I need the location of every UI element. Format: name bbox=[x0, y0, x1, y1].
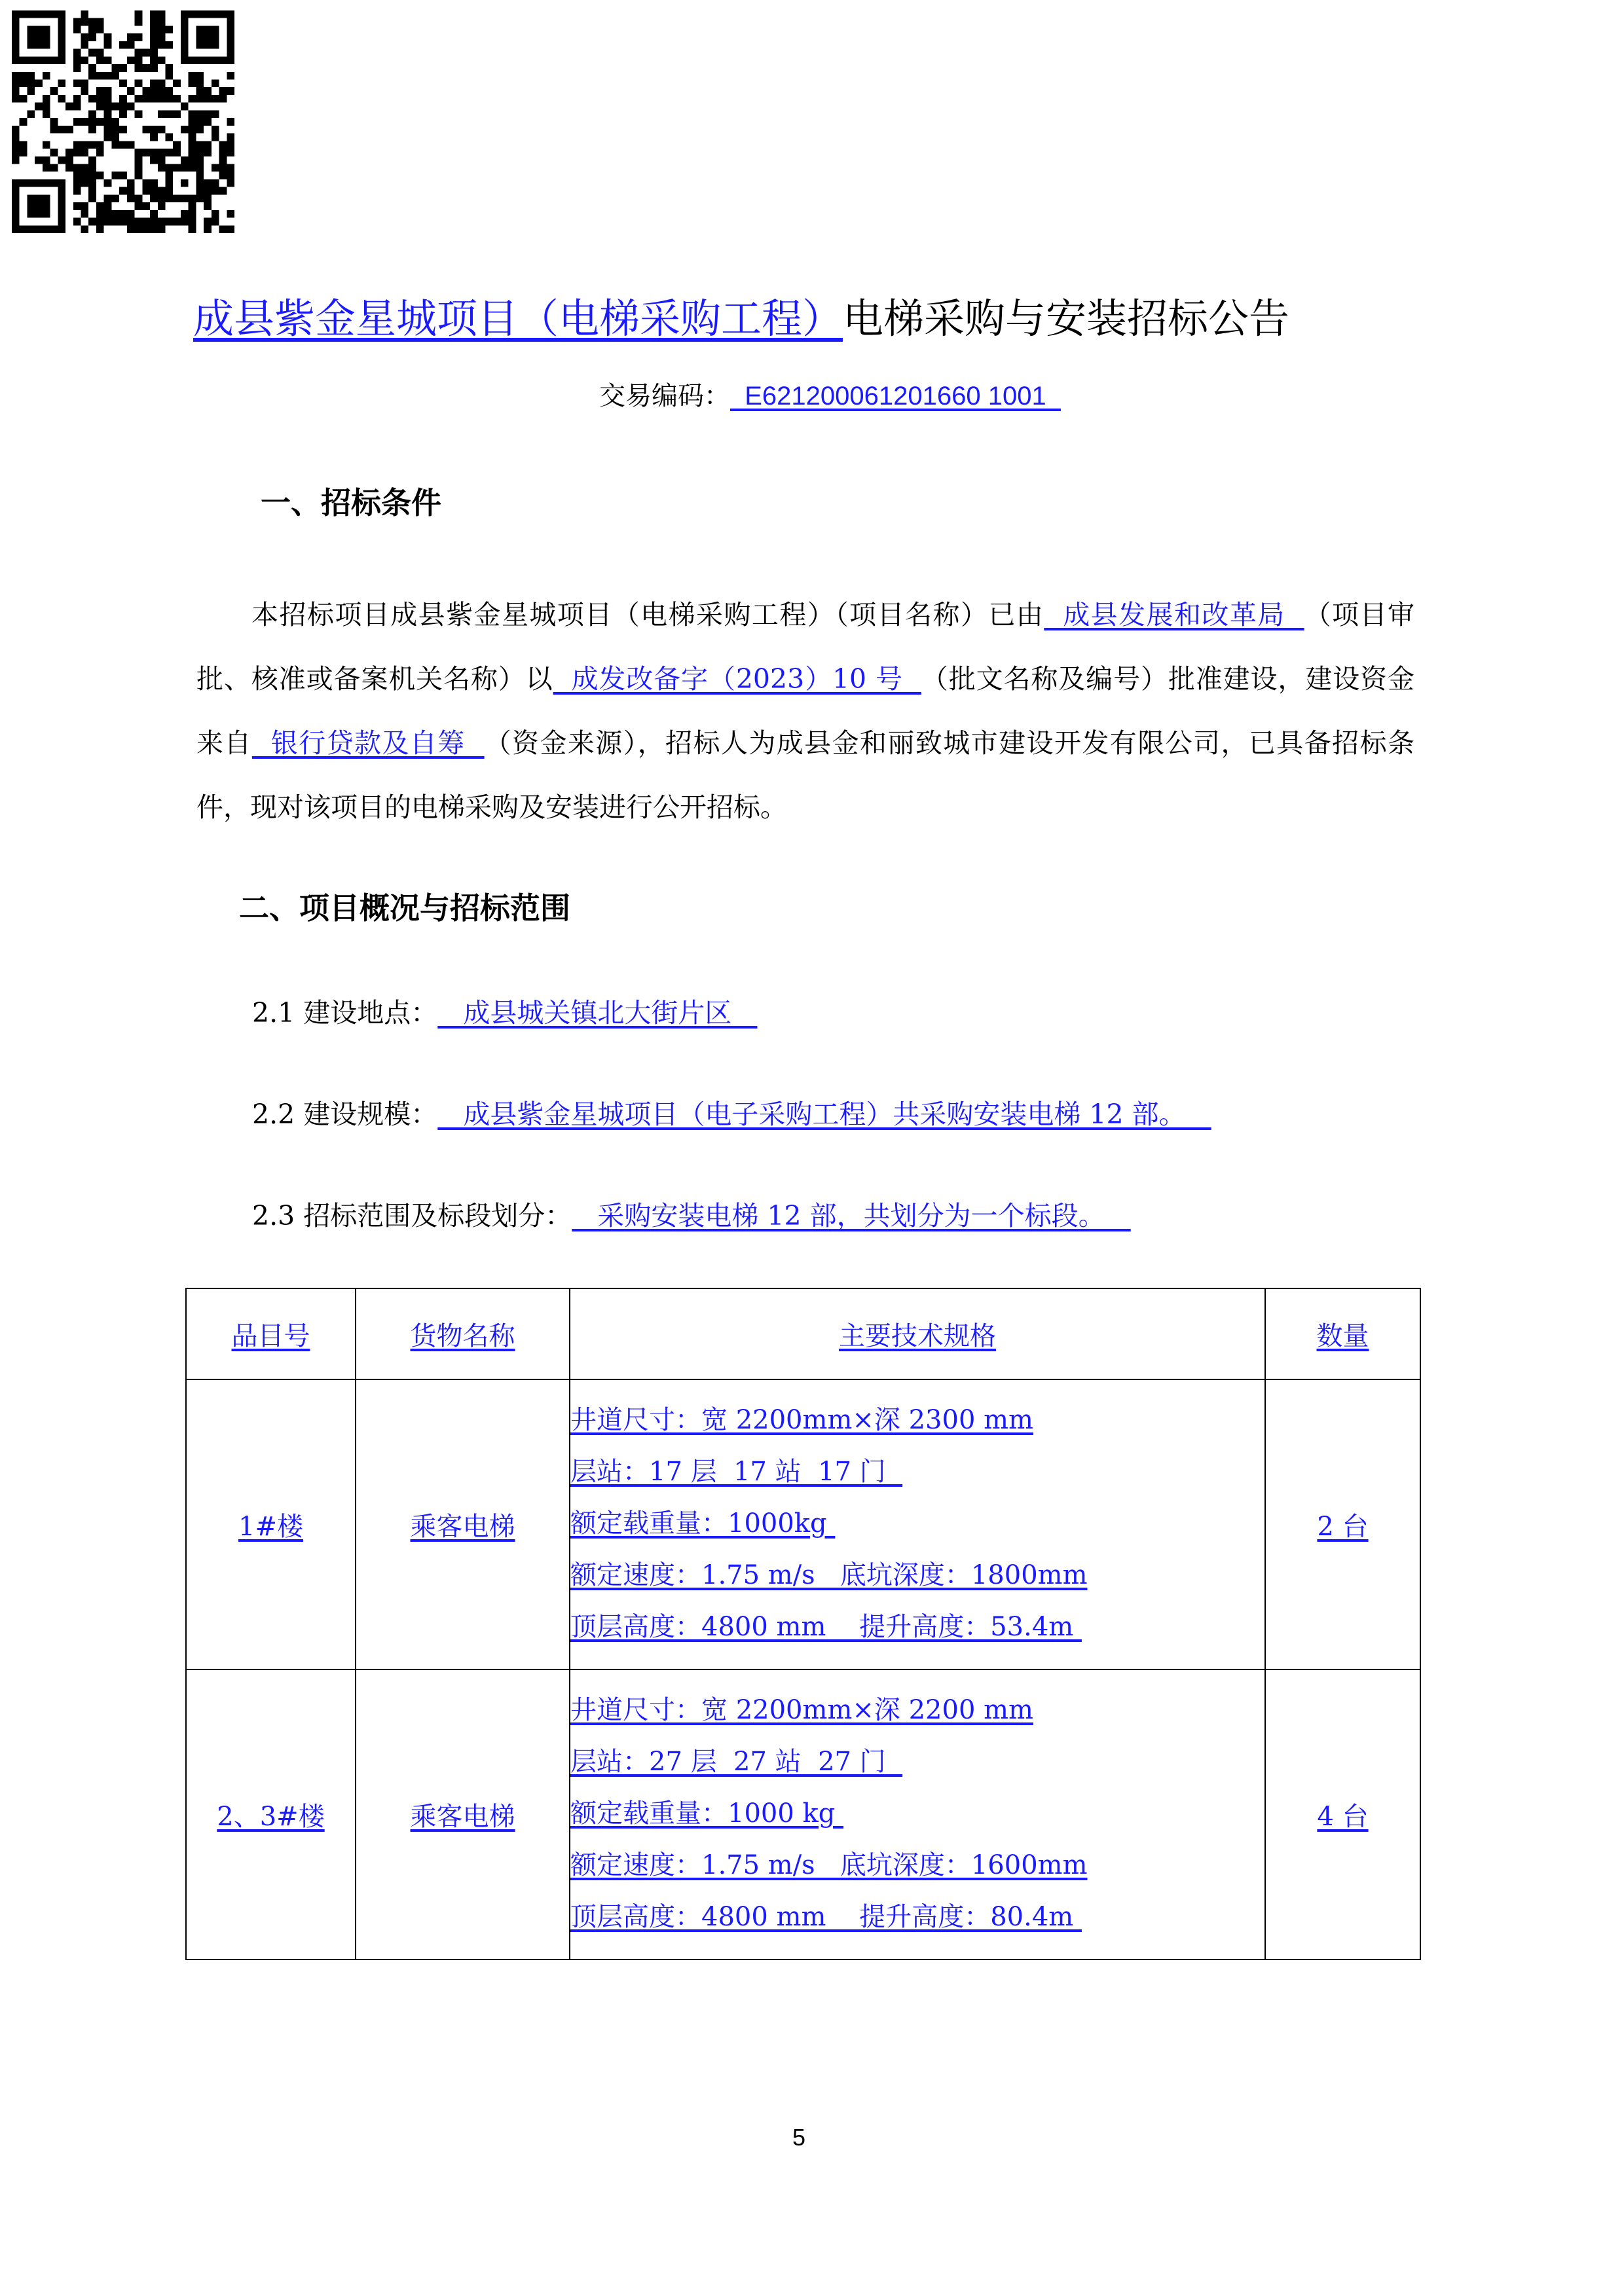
spec-line[interactable]: 井道尺寸：宽 2200mm×深 2300 mm bbox=[570, 1405, 1033, 1435]
section1-text-2: （项目审批、核准或备案机关名称）以 bbox=[196, 599, 1415, 695]
cell-item-no: 2、3#楼 bbox=[186, 1669, 356, 1959]
section1-heading: 一、招标条件 bbox=[261, 485, 441, 520]
qr-code bbox=[12, 10, 234, 233]
page-number: 5 bbox=[792, 2124, 806, 2151]
item-value[interactable]: 成县紫金星城项目（电子采购工程）共采购安装电梯 12 部。 bbox=[437, 1099, 1211, 1130]
spec-line[interactable]: 顶层高度：4800 mm 提升高度：80.4m bbox=[570, 1902, 1082, 1932]
section1-text-1: 本招标项目成县紫金星城项目（电梯采购工程）（项目名称）已由 bbox=[251, 599, 1044, 630]
approval-body[interactable]: 成县发展和改革局 bbox=[1044, 599, 1304, 630]
spec-line[interactable]: 额定载重量：1000 kg bbox=[570, 1798, 844, 1829]
section2-item-location bbox=[252, 993, 757, 1032]
section1-text-4: （资金来源），招标人为成县金和丽致城市建设开发有限公司，已具备招标条件，现对该项目的电梯采购及安装进行公开招标。 bbox=[196, 727, 1414, 823]
spec-line[interactable]: 层站：27 层 27 站 27 门 bbox=[570, 1747, 903, 1777]
section1-text-3: （批文名称及编号）批准建设，建设资金来自 bbox=[196, 663, 1414, 759]
page-title bbox=[193, 289, 1470, 348]
section2-heading: 二、项目概况与招标范围 bbox=[239, 890, 570, 926]
cell-tech-specs bbox=[570, 1669, 1265, 1959]
header-quantity: 数量 bbox=[1265, 1288, 1420, 1379]
cell-item-no: 1#楼 bbox=[186, 1379, 356, 1669]
title-project-link[interactable]: 成县紫金星城项目（电梯采购工程） bbox=[193, 295, 843, 342]
spec-line[interactable]: 层站：17 层 17 站 17 门 bbox=[570, 1457, 903, 1487]
item-label: 2.1 建设地点： bbox=[252, 997, 438, 1029]
header-goods-name: 货物名称 bbox=[356, 1288, 570, 1379]
item-value[interactable]: 采购安装电梯 12 部，共划分为一个标段。 bbox=[572, 1200, 1131, 1231]
trade-code-label: 交易编码： bbox=[599, 381, 730, 411]
trade-code bbox=[599, 376, 1061, 416]
item-label: 2.3 招标范围及标段划分： bbox=[252, 1200, 572, 1231]
spec-line[interactable]: 额定速度：1.75 m/s 底坑深度：1600mm bbox=[570, 1850, 1088, 1880]
approval-doc[interactable]: 成发改备字（2023）10 号 bbox=[553, 663, 921, 695]
item-label: 2.2 建设规模： bbox=[252, 1099, 438, 1130]
cell-tech-specs bbox=[570, 1379, 1265, 1669]
cell-quantity: 2 台 bbox=[1265, 1379, 1420, 1669]
item-value[interactable]: 成县城关镇北大街片区 bbox=[437, 997, 758, 1029]
table-row bbox=[186, 1379, 1420, 1669]
cell-goods-name: 乘客电梯 bbox=[356, 1669, 570, 1959]
section2-item-scale bbox=[252, 1095, 1211, 1134]
table-row bbox=[186, 1669, 1420, 1959]
header-tech-specs: 主要技术规格 bbox=[570, 1288, 1265, 1379]
cell-quantity: 4 台 bbox=[1265, 1669, 1420, 1959]
procurement-table bbox=[185, 1288, 1421, 1960]
trade-code-value[interactable]: E621200061201660 1001 bbox=[730, 382, 1061, 410]
spec-line[interactable]: 额定载重量：1000kg bbox=[570, 1508, 836, 1539]
title-rest: 电梯采购与安装招标公告 bbox=[843, 295, 1290, 342]
spec-line[interactable]: 额定速度：1.75 m/s 底坑深度：1800mm bbox=[570, 1560, 1088, 1590]
spec-line[interactable]: 顶层高度：4800 mm 提升高度：53.4m bbox=[570, 1612, 1082, 1642]
section1-paragraph bbox=[196, 583, 1414, 839]
cell-goods-name: 乘客电梯 bbox=[356, 1379, 570, 1669]
table-header-row bbox=[186, 1288, 1420, 1379]
spec-line[interactable]: 井道尺寸：宽 2200mm×深 2200 mm bbox=[570, 1695, 1033, 1725]
header-item-no: 品目号 bbox=[186, 1288, 356, 1379]
fund-source[interactable]: 银行贷款及自筹 bbox=[251, 727, 485, 759]
section2-item-scope bbox=[252, 1196, 1131, 1235]
